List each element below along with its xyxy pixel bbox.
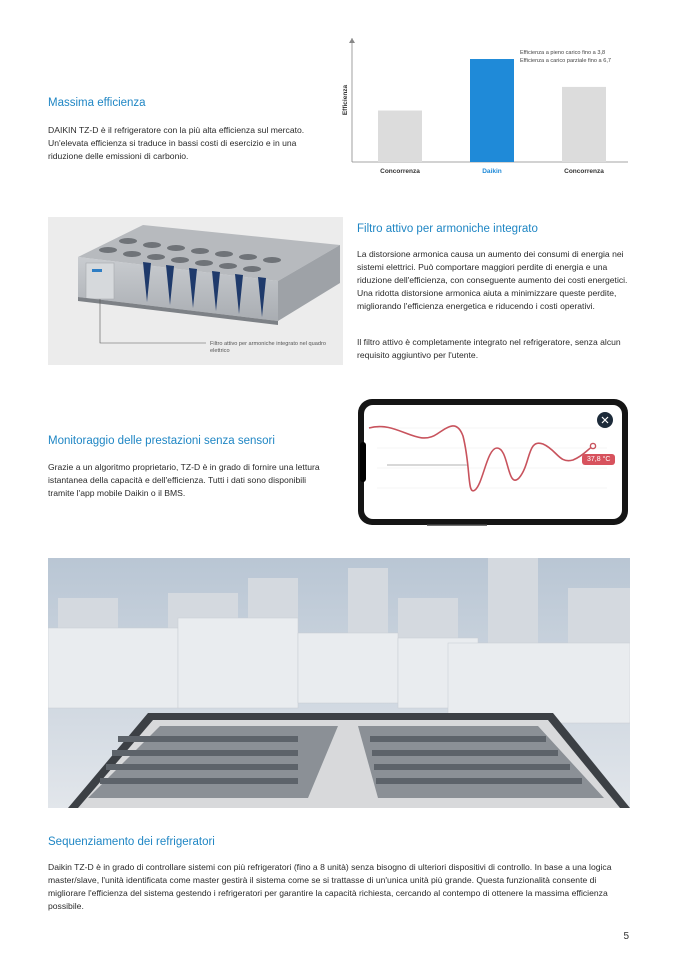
rooftop-city-image <box>48 558 630 808</box>
section-body-sequencing: Daikin TZ-D è in grado di controllare sistemi con più refrigeratori (fino a 8 unità) senza bisogno di ulteriori dispositivi di controllo. In base a una logica master/slave, l'unità identificata come master gestirà il sistema come se si trattasse di un'unica unità più grande. Questa funzionalità consente di migliorare l'efficienza del sistema gestendo i refrigeratori per garantire la capacità richiesta, cercando al contempo di ottenere la massima efficienza possibile. <box>48 862 612 911</box>
section-body-monitoring: Grazie a un algoritmo proprietario, TZ-D è in grado di fornire una lettura istantanea della capacità e dell'efficienza. Tutti i dati sono disponibili tramite l'app mobile Daikin o il BMS. <box>48 462 320 498</box>
chiller-image <box>48 217 343 365</box>
section-title-sequencing: Sequenziamento dei refrigeratori <box>48 836 215 848</box>
section-title-filter: Filtro attivo per armoniche integrato <box>357 223 538 235</box>
x-tick-label-2: Concorrenza <box>564 168 604 175</box>
bar-0 <box>378 111 422 162</box>
section-body-filter-2: Il filtro attivo è completamente integrato nel refrigeratore, senza alcun requisito aggiuntivo per l'utente. <box>357 337 621 360</box>
efficiency-chart-svg <box>340 30 635 180</box>
temperature-badge: 37,8 °C <box>582 454 615 465</box>
section-title-efficiency: Massima efficienza <box>48 97 146 109</box>
chiller-image-caption: Filtro attivo per armoniche integrato nel quadro elettrico <box>210 341 326 354</box>
efficiency-chart <box>340 30 635 180</box>
y-axis-arrow <box>349 38 355 43</box>
chart-annotation-0: Efficienza a pieno carico fino a 3,8 <box>520 50 606 56</box>
section-title-monitoring: Monitoraggio delle prestazioni senza sensori <box>48 435 275 447</box>
bar-1 <box>470 59 514 162</box>
section-body-efficiency: DAIKIN TZ-D è il refrigeratore con la più alta efficienza sul mercato. Un'elevata efficienza si traduce in bassi costi di esercizio e in una riduzione delle emissioni di carbonio. <box>48 125 305 161</box>
rooftop-city-illustration <box>48 558 630 808</box>
x-tick-label-1: Daikin <box>482 168 502 175</box>
section-body-filter-1: La distorsione armonica causa un aumento dei consumi di energia nei sistemi elettrici. Può comportare maggiori perdite di energia e una riduzione dell'efficienza, con conseguente aumento dei costi energetici. Una ridotta distorsione armonica aiuta a minimizzare queste perdite, migliorando l'efficienza energetica e riducendo i costi operativi. <box>357 249 628 311</box>
bar-2 <box>562 87 606 162</box>
y-axis-label: Efficienza <box>342 84 349 116</box>
page-number: 5 <box>623 931 629 942</box>
x-tick-label-0: Concorrenza <box>380 168 420 175</box>
chart-annotation-1: Efficienza a carico parziale fino a 6,7 <box>520 58 612 64</box>
